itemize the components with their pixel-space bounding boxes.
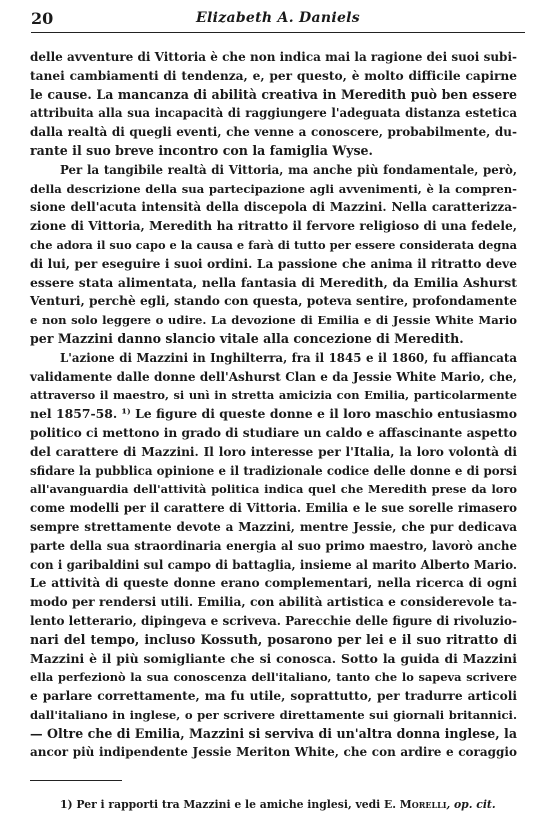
- text-line: modo per rendersi utili. Emilia, con abilità artistica e considerevole ta-: [30, 595, 517, 610]
- footnote-divider: [30, 780, 122, 781]
- text-line: L'azione di Mazzini in Inghilterra, fra il 1845 e il 1860, fu affiancata: [60, 350, 517, 365]
- text-line: attraverso il maestro, si unì in stretta amicizia con Emilia, particolarmente: [30, 388, 517, 403]
- text-line: zione di Vittoria, Meredith ha ritratto il fervore religioso di una fedele,: [30, 219, 517, 234]
- text-line: con i garibaldini sul campo di battaglia, insieme al marito Alberto Mario.: [30, 557, 517, 572]
- text-line: dalla realtà di quegli eventi, che venne a conoscere, probabilmente, du-: [30, 125, 517, 140]
- text-line: Venturi, perchè egli, stando con questa, poteva sentire, profondamente: [30, 294, 518, 309]
- text-line: delle avventure di Vittoria è che non indica mai la ragione dei suoi subi-: [30, 50, 517, 64]
- text-line: nari del tempo, incluso Kossuth, posarono per lei e il suo ritratto di: [30, 631, 517, 647]
- text-line: sfidare la pubblica opinione e il tradizionale codice delle donne e di porsi: [30, 463, 517, 478]
- text-line: rante il suo breve incontro con la famiglia Wyse.: [30, 142, 373, 158]
- text-line: sempre strettamente devote a Mazzini, mentre Jessie, che pur dedicava: [30, 519, 517, 534]
- text-line: di lui, per eseguire i suoi ordini. La passione che anima il ritratto deve: [30, 256, 517, 271]
- text-line: dall'italiano in inglese, o per scrivere direttamente sui giornali britannici.: [30, 707, 517, 722]
- text-line: Per la tangibile realtà di Vittoria, ma anche più fondamentale, però,: [60, 162, 517, 177]
- text-line: che adora il suo capo e la causa e farà di tutto per essere considerata degna: [30, 237, 517, 252]
- text-line: le cause. La mancanza di abilità creativa in Meredith può ben essere: [30, 86, 517, 102]
- footnote-marker: 1): [60, 798, 73, 811]
- text-line: ancor più indipendente Jessie Meriton White, che con ardire e coraggio: [30, 745, 517, 760]
- text-line: della descrizione della sua partecipazione agli avvenimenti, è la compren-: [30, 181, 517, 196]
- text-line: e non solo leggere o udire. La devozione di Emilia e di Jessie White Mario: [30, 313, 517, 328]
- running-title: Elizabeth A. Daniels: [196, 10, 360, 26]
- text-line: sione dell'acuta intensità della discepola di Mazzini. Nella caratterizza-: [30, 200, 517, 215]
- running-header: [31, 6, 525, 33]
- text-line: all'avanguardia dell'attività politica indica quel che Meredith prese da loro: [30, 482, 517, 497]
- text-line: — Oltre che di Emilia, Mazzini si serviva di un'altra donna inglese, la: [30, 725, 517, 741]
- text-line: politico ci mettono in grado di studiare un caldo e affascinante aspetto: [30, 425, 517, 440]
- text-line: Mazzini è il più somigliante che si conosca. Sotto la guida di Mazzini: [30, 650, 517, 666]
- text-line: e parlare correttamente, ma fu utile, soprattutto, per tradurre articoli: [30, 689, 517, 704]
- footnote-citation: , op. cit.: [446, 798, 496, 811]
- page-number: 20: [31, 9, 54, 28]
- text-line: come modelli per il carattere di Vittoria. Emilia e le sue sorelle rimasero: [30, 501, 517, 516]
- body-text: [30, 48, 517, 762]
- text-line: parte della sua straordinaria energia al suo primo maestro, lavorò anche: [30, 538, 517, 553]
- text-line: per Mazzini danno slancio vitale alla concezione di Meredith.: [30, 330, 464, 346]
- footnote-author: Morelli: [399, 798, 447, 811]
- text-line: nel 1857-58. ¹⁾ Le figure di queste donne e il loro maschio entusiasmo: [30, 406, 517, 422]
- text-line: essere stata alimentata, nella fantasia di Meredith, da Emilia Ashurst: [30, 274, 517, 290]
- text-line: attribuita alla sua incapacità di raggiungere l'adeguata distanza estetica: [30, 106, 517, 121]
- text-line: lento letterario, dipingeva e scriveva. Parecchie delle figure di rivoluzio-: [30, 613, 517, 628]
- text-line: tanei cambiamenti di tendenza, e, per questo, è molto difficile capirne: [30, 68, 517, 83]
- footnote-text: Per i rapporti tra Mazzini e le amiche inglesi, vedi E.: [76, 798, 400, 811]
- text-line: del carattere di Mazzini. Il loro interesse per l'Italia, la loro volontà di: [30, 444, 517, 459]
- text-line: Le attività di queste donne erano complementari, nella ricerca di ogni: [30, 576, 517, 591]
- text-line: validamente dalle donne dell'Ashurst Clan e da Jessie White Mario, che,: [30, 369, 517, 384]
- text-line: ella perfezionò la sua conoscenza dell'italiano, tanto che lo sapeva scrivere: [30, 670, 517, 685]
- footnote: [60, 798, 520, 811]
